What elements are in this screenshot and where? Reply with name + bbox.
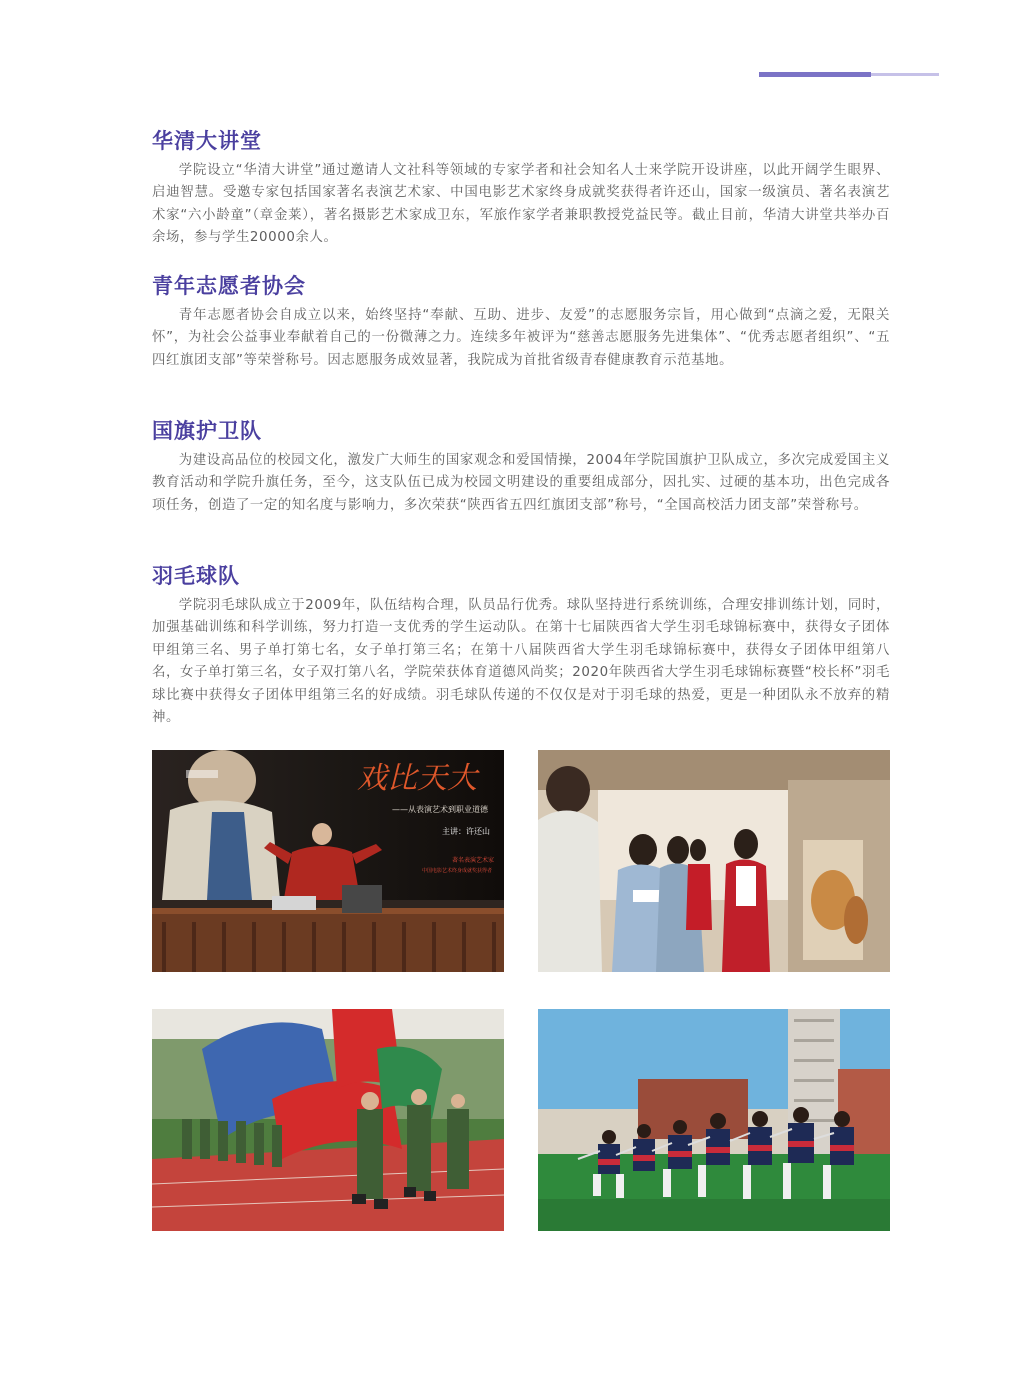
header-accent-bar [759,72,939,77]
photo-lecture [152,750,504,972]
section-title: 华清大讲堂 [152,129,262,153]
section-body: 青年志愿者协会自成立以来，始终坚持“奉献、互助、进步、友爱”的志愿服务宗旨，用心做到“点滴之爱，无限关怀”，为社会公益事业奉献着自己的一份微薄之力。连续多年被评为“慈善志愿服务先进集体”、“优秀志愿者组织”、“五四红旗团支部”等荣誉称号。因志愿服务成效显著，我院成为首批省级青春健康教育示范基地。 [152,308,890,368]
screen-credit-2: 中国电影艺术终身成就奖获得者 [422,868,493,874]
section-flag-guard [152,416,890,517]
accent-bar-light [871,73,939,76]
photo-flag-guard [152,1009,504,1231]
section-lecture-hall [152,126,890,250]
section-title: 青年志愿者协会 [152,274,306,298]
section-body: 学院设立“华清大讲堂”通过邀请人文社科等领域的专家学者和社会知名人士来学院开设讲座，以此开阔学生眼界、启迪智慧。受邀专家包括国家著名表演艺术家、中国电影艺术家终身成就奖获得者许还山，国家一级演员、著名表演艺术家“六小龄童”（章金莱），著名摄影艺术家成卫东，军旅作家学者兼职教授党益民等。截止目前，华清大讲堂共举办百余场，参与学生20000余人。 [152,163,890,246]
section-title: 国旗护卫队 [152,419,262,443]
screen-title: 戏比天大 [357,761,477,796]
section-body: 学院羽毛球队成立于2009年，队伍结构合理，队员品行优秀。球队坚持进行系统训练，合理安排训练计划，同时，加强基础训练和科学训练，努力打造一支优秀的学生运动队。在第十七届陕西省大学生羽毛球锦标赛中，获得女子团体甲组第三名、男子单打第七名，女子单打第三名；在第十八届陕西省大学生羽毛球锦标赛中，获得女子团体甲组第八名，女子单打第三名，女子双打第八名，学院荣获体育道德风尚奖；2020年陕西省大学生羽毛球锦标赛暨“校长杯”羽毛球比赛中获得女子团体甲组第三名的好成绩。羽毛球队传递的不仅仅是对于羽毛球的热爱，更是一种团队永不放弃的精神。 [152,598,890,726]
photo-badminton-team [538,1009,890,1231]
photo-volunteers-museum [538,750,890,972]
screen-subtitle: ——从表演艺术到职业道德 [392,805,488,814]
section-volunteer-association [152,271,890,372]
section-body: 为建设高品位的校园文化，激发广大师生的国家观念和爱国情操，2004年学院国旗护卫队成立，多次完成爱国主义教育活动和学院升旗任务，至今，这支队伍已成为校园文明建设的重要组成部分，因扎实、过硬的基本功，出色完成各项任务，创造了一定的知名度与影响力，多次荣获“陕西省五四红旗团支部”称号，“全国高校活力团支部”荣誉称号。 [152,453,890,513]
section-badminton-team [152,561,890,729]
screen-credit-1: 著名表演艺术家 [452,857,495,864]
screen-speaker: 主讲：许还山 [442,827,490,836]
accent-bar-dark [759,72,871,77]
section-title: 羽毛球队 [152,564,240,588]
